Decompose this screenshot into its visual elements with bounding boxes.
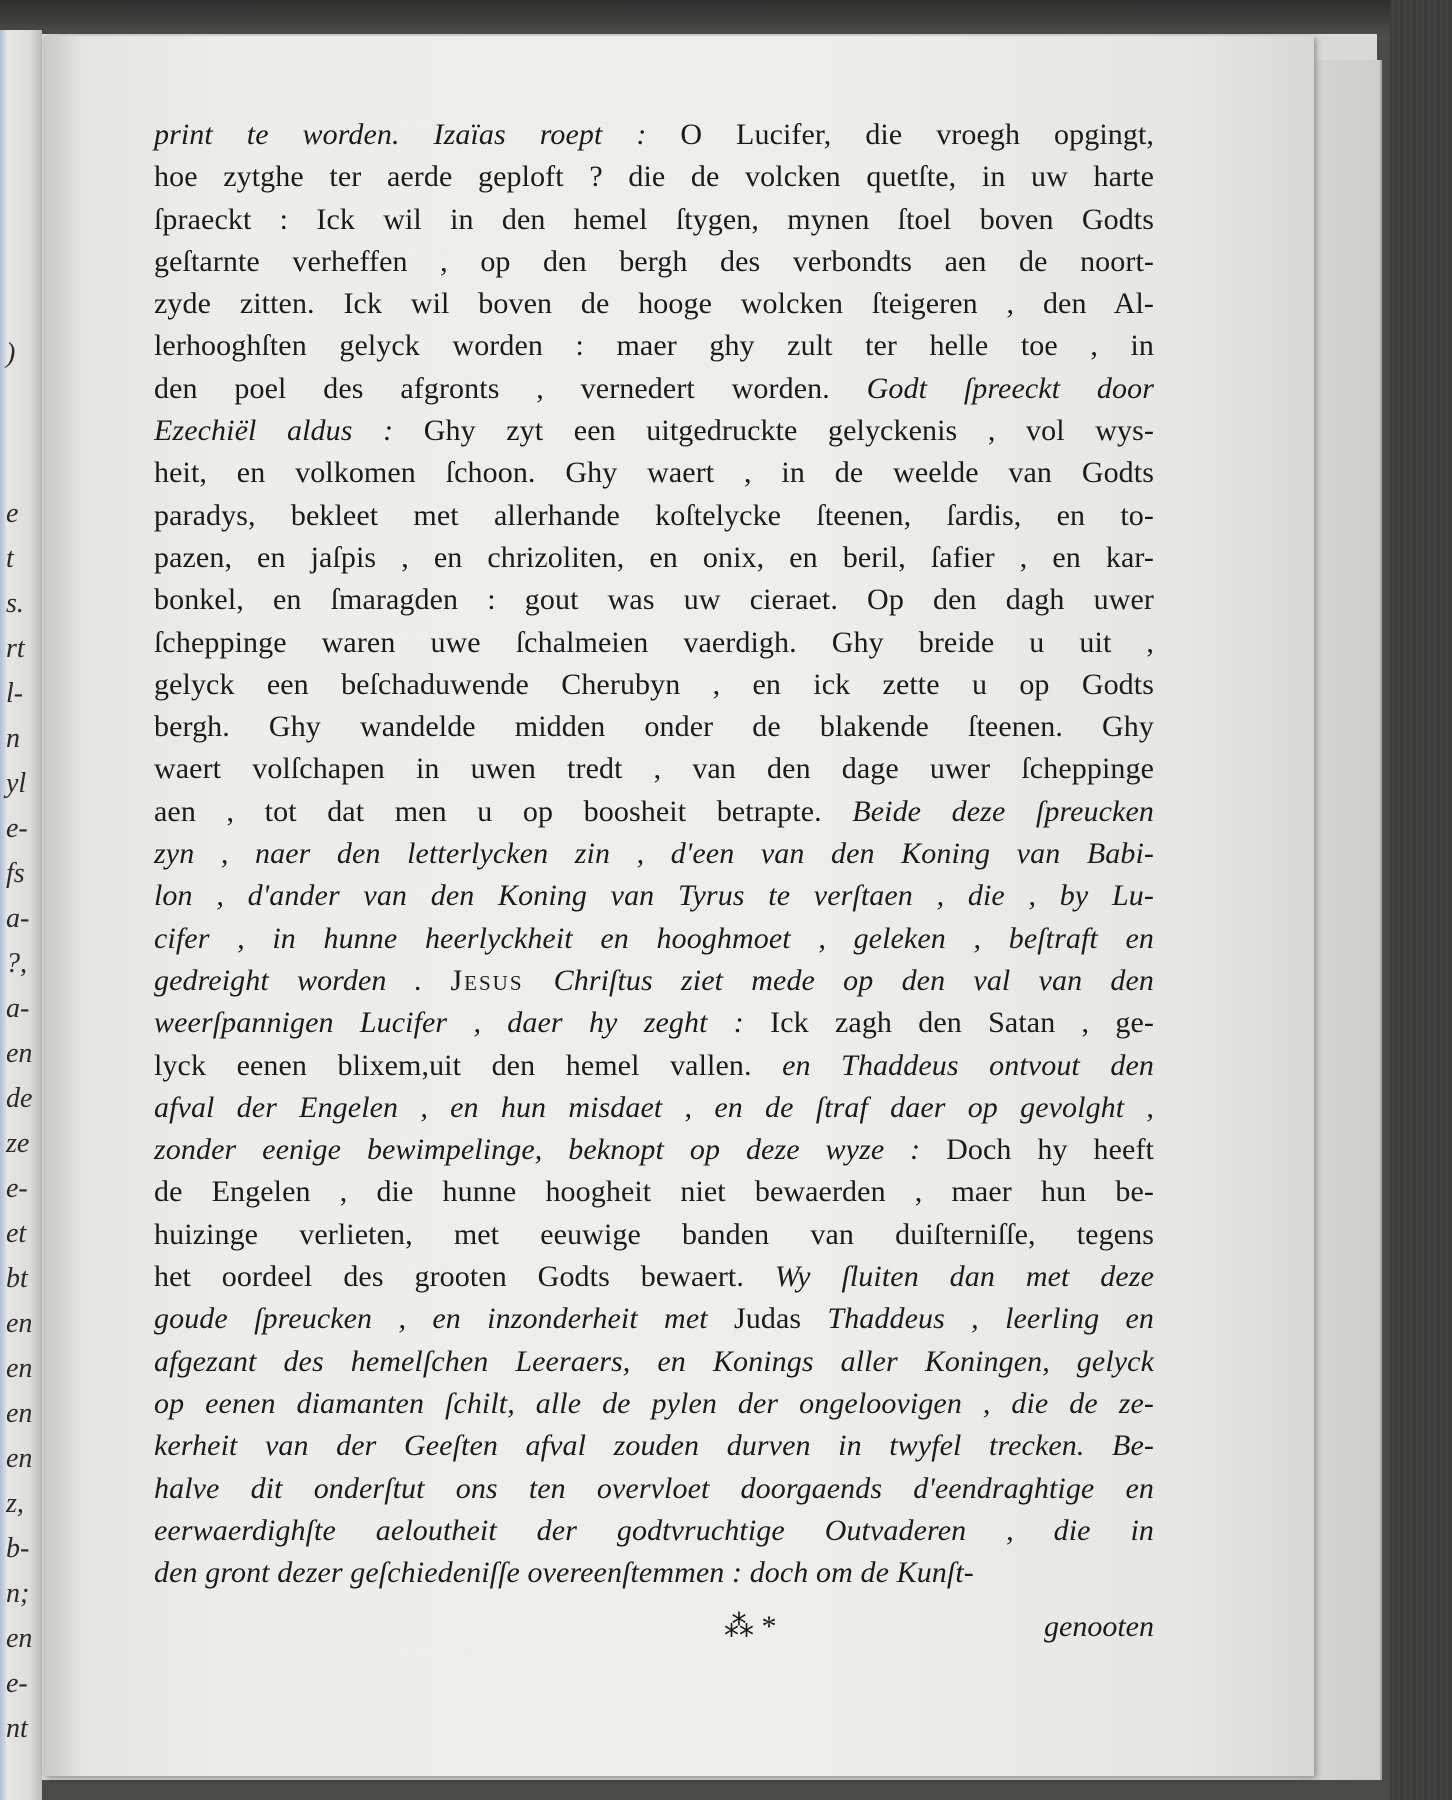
text-line [154,1383,1154,1425]
left-page-fragment: ?, [6,948,27,979]
italic-run: Godt ſpreeckt door [866,371,1154,405]
roman-run: O Lucifer, die vroegh opgingt, [680,118,1154,151]
text-line [154,1341,1154,1383]
italic-run: Wy ſluiten dan met deze [774,1260,1154,1294]
italic-run: zyn , naer den letterlycken zin , d'een van den Koning van Babi- [154,837,1154,871]
roman-run: zyde zitten. Ick wil boven de hooge wolcken ſteigeren , den Al- [154,287,1154,321]
left-page-fragment: n [6,723,20,754]
page-footer [154,1607,1154,1647]
text-line [154,1214,1154,1256]
left-page-fragment: b- [6,1533,30,1564]
roman-run: Jesus [450,963,554,997]
text-line [154,791,1154,833]
text-line [154,1129,1154,1171]
roman-run: huizinge verlieten, met eeuwige banden van duiſterniſſe, tegens [154,1217,1154,1251]
text-line [154,495,1154,537]
text-line [154,1171,1154,1213]
left-page-fragment: ze [6,1128,30,1159]
left-page-fragment: z, [6,1488,24,1519]
roman-run: den poel des afgronts , vernedert worden. [154,371,867,405]
text-line [154,241,1154,283]
italic-run: weerſpannigen Lucifer , daer hy zeght : [154,1006,771,1040]
left-page-fragment: l- [6,678,24,709]
text-line [154,1087,1154,1129]
roman-run: aen , tot dat men u op boosheit betrapte. [154,794,853,828]
left-page-fragment: e- [6,813,28,844]
left-page-fragment: fs [6,858,25,889]
roman-run: pazen, en jaſpis , en chrizoliten, en onix, en beril, ſafier , en kar- [154,540,1154,574]
book-page [44,36,1314,1776]
italic-run: lon , d'ander van den Koning van Tyrus te verſtaen , die , by Lu- [154,879,1154,913]
text-line [154,410,1154,452]
left-page-fragment: en [6,1623,33,1654]
roman-run: paradys, bekleet met allerhande koſtelycke ſteenen, ſardis, en to- [154,498,1154,532]
text-line [154,199,1154,241]
roman-run: het oordeel des grooten Godts bewaert. [154,1260,775,1294]
roman-run: gelyck een beſchaduwende Cherubyn , en ick zette u op Godts [154,667,1154,701]
roman-run: de Engelen , die hunne hoogheit niet bewaerden , maer hun be- [154,1175,1154,1209]
left-page-fragment: s. [6,588,24,619]
text-line [154,918,1154,960]
text-line [154,114,1154,156]
left-page-fragment: t [6,543,14,574]
italic-run: zonder eenige bewimpelinge, beknopt op deze wyze : [154,1133,947,1167]
roman-run: waert volſchapen in uwen tredt , van den dage uwer ſcheppinge [154,752,1154,786]
text-line [154,664,1154,706]
roman-run: bergh. Ghy wandelde midden onder de blakende ſteenen. Ghy [154,710,1154,744]
roman-run: Judas [733,1302,828,1336]
roman-run: Doch hy heeft [946,1133,1154,1167]
left-facing-page [0,30,42,1800]
italic-run: eerwaerdighſte aeloutheit der godtvruchtige Outvaderen , die in [154,1513,1154,1547]
background-cloth [1390,0,1452,1800]
text-line [154,1510,1154,1552]
text-line [154,960,1154,1002]
italic-run: Ezechiël aldus : [154,414,424,448]
text-line [154,1298,1154,1340]
page-text [154,114,1154,1594]
left-page-fragment: en [6,1308,33,1339]
left-page-fragment: de [6,1083,33,1114]
text-line [154,1045,1154,1087]
text-line [154,1256,1154,1298]
roman-run: lerhooghſten gelyck worden : maer ghy zult ter helle toe , in [154,329,1154,363]
roman-run: ſpraeckt : Ick wil in den hemel ſtygen, mynen ſtoel boven Godts [154,202,1154,236]
text-line [154,1468,1154,1510]
roman-run: heit, en volkomen ſchoon. Ghy waert , in de weelde van Godts [154,456,1154,490]
roman-run: lyck eenen blixem,uit den hemel vallen. [154,1048,783,1082]
italic-run: Beide deze ſpreucken [852,794,1154,828]
roman-run: ſcheppinge waren uwe ſchalmeien vaerdigh. Ghy breide u uit , [154,625,1154,659]
left-page-fragment: a- [6,903,30,934]
roman-run: bonkel, en ſmaragden : gout was uw cieraet. Op den dagh uwer [154,583,1154,617]
left-page-fragment: en [6,1398,33,1429]
text-line [154,537,1154,579]
left-page-fragment: ) [6,338,16,369]
left-page-fragment: n; [6,1578,30,1609]
left-page-fragment: a- [6,993,30,1024]
text-line [154,325,1154,367]
italic-run: afgezant des hemelſchen Leeraers, en Konings aller Koningen, gelyck [154,1344,1154,1378]
left-page-fragment: en [6,1353,33,1384]
left-page-fragment: et [6,1218,27,1249]
left-page-fragment: rt [6,633,25,664]
italic-run: den gront dezer geſchiedeniſſe overeenſtemmen : doch om de Kunſt- [154,1556,974,1590]
catchword: genooten [1044,1610,1154,1643]
text-line [154,875,1154,917]
left-page-fragment: en [6,1038,33,1069]
text-line [154,706,1154,748]
italic-run: Thaddeus , leerling en [827,1302,1154,1336]
left-page-fragment: nt [6,1713,28,1744]
italic-run: afval der Engelen , en hun misdaet , en de ſtraf daer op gevolght , [154,1090,1154,1124]
left-page-fragment: e- [6,1668,28,1699]
italic-run: Chriſtus ziet mede op den val van den [553,963,1154,997]
italic-run: op eenen diamanten ſchilt, alle de pylen der ongeloovigen , die de ze- [154,1386,1154,1420]
text-line [154,1002,1154,1044]
roman-run: hoe zytghe ter aerde geploft ? die de volcken quetſte, in uw harte [154,160,1154,194]
text-line [154,283,1154,325]
left-page-fragment: en [6,1443,33,1474]
roman-run: Ghy zyt een uitgedruckte gelyckenis , vol wys- [423,414,1154,448]
italic-run: halve dit onderſtut ons ten overvloet doorgaends d'eendraghtige en [154,1471,1154,1505]
roman-run: geſtarnte verheffen , op den bergh des verbondts aen de noort- [154,244,1154,278]
text-line [154,748,1154,790]
italic-run: gedreight worden . [154,963,451,997]
italic-run: print te worden. Izaïas roept : [154,118,681,151]
left-page-fragment: e [6,498,19,529]
signature-mark: ⁂ * [724,1610,777,1643]
left-page-fragment: e- [6,1173,28,1204]
left-page-fragment: bt [6,1263,28,1294]
text-line [154,156,1154,198]
text-line [154,452,1154,494]
text-line [154,833,1154,875]
italic-run: goude ſpreucken , en inzonderheit met [154,1302,734,1336]
text-line [154,1425,1154,1467]
text-line [154,1552,1154,1594]
italic-run: cifer , in hunne heerlyckheit en hooghmoet , geleken , beſtraft en [154,921,1154,955]
italic-run: en Thaddeus ontvout den [782,1048,1154,1082]
left-page-fragment: yl [6,768,27,799]
roman-run: Ick zagh den Satan , ge- [770,1006,1154,1040]
text-line [154,368,1154,410]
text-line [154,622,1154,664]
text-line [154,579,1154,621]
italic-run: kerheit van der Geeſten afval zouden durven in twyfel trecken. Be- [154,1429,1154,1463]
